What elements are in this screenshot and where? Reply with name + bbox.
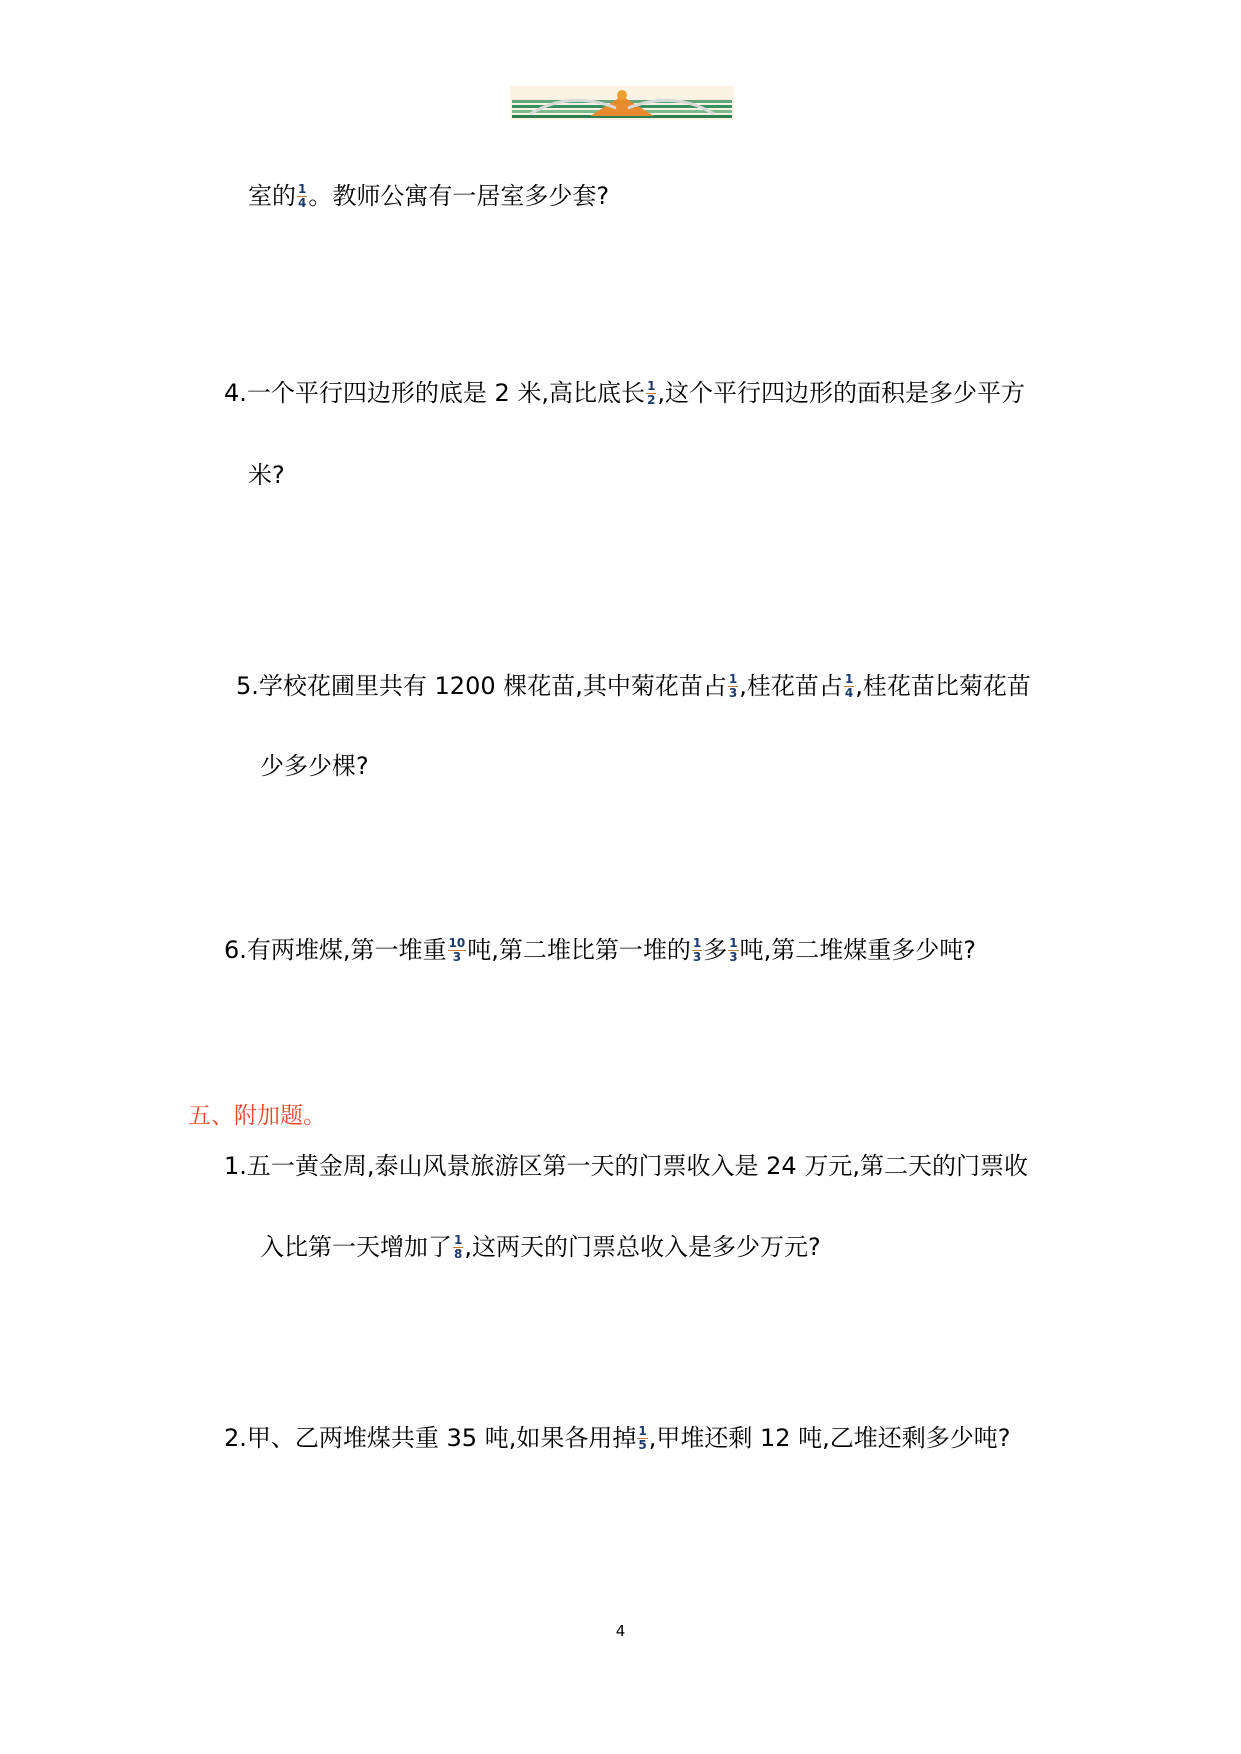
extra-question-2 [224, 1418, 1010, 1458]
q3-text-b: 。教师公寓有一居室多少套? [308, 182, 610, 210]
fraction-1-5 [637, 1425, 647, 1452]
fraction-denominator: 4 [844, 685, 854, 700]
extra-question-1-line-2 [260, 1227, 821, 1267]
q3-text-a: 室的 [248, 182, 296, 210]
question-4-line-2 [248, 455, 285, 495]
q6-text-c: 多 [703, 936, 728, 964]
fraction-denominator: 3 [728, 685, 738, 700]
fraction-denominator: 3 [452, 949, 462, 964]
q5-text-d: 少多少棵? [260, 752, 369, 780]
fraction-numerator: 1 [638, 1423, 647, 1438]
header-logo [510, 86, 734, 120]
e2-text-b: ,甲堆还剩 12 吨,乙堆还剩多少吨? [648, 1424, 1011, 1452]
question-6 [224, 930, 976, 970]
fraction-denominator: 3 [692, 949, 702, 964]
fraction-10-3 [448, 937, 467, 964]
e1-text-c: ,这两天的门票总收入是多少万元? [464, 1233, 821, 1261]
fraction-1-4 [297, 183, 307, 210]
question-5-line-2 [260, 746, 369, 786]
q5-text-a: 5.学校花圃里共有 1200 棵花苗,其中菊花苗占 [236, 672, 727, 700]
fraction-numerator: 10 [448, 935, 466, 950]
fraction-numerator: 1 [454, 1232, 463, 1247]
q5-text-c: ,桂花苗比菊花苗 [855, 672, 1031, 700]
extra-question-1-line-1 [224, 1146, 1028, 1186]
fraction-numerator: 1 [844, 671, 854, 686]
book-logo-icon [510, 86, 734, 120]
fraction-1-2 [646, 380, 656, 407]
question-4-line-1 [224, 373, 1025, 413]
fraction-1-8 [453, 1234, 463, 1261]
fraction-numerator: 1 [692, 935, 702, 950]
fraction-numerator: 1 [729, 935, 738, 950]
fraction-denominator: 4 [298, 195, 307, 210]
e1-text-a: 1.五一黄金周,泰山风景旅游区第一天的门票收入是 24 万元,第二天的门票收 [224, 1152, 1028, 1180]
q6-text-d: 吨,第二堆煤重多少吨? [739, 936, 976, 964]
question-3-continuation [248, 176, 609, 216]
fraction-numerator: 1 [298, 181, 307, 196]
fraction-denominator: 5 [638, 1437, 647, 1452]
fraction-denominator: 3 [729, 949, 738, 964]
e2-text-a: 2.甲、乙两堆煤共重 35 吨,如果各用掉 [224, 1424, 637, 1452]
e1-text-b: 入比第一天增加了 [260, 1233, 452, 1261]
fraction-numerator: 1 [647, 378, 656, 393]
fraction-1-4 [844, 673, 854, 700]
q5-text-b: ,桂花苗占 [739, 672, 843, 700]
fraction-1-3 [692, 937, 702, 964]
fraction-1-3 [728, 673, 738, 700]
fraction-denominator: 2 [647, 392, 656, 407]
q6-text-b: 吨,第二堆比第一堆的 [467, 936, 691, 964]
q4-text-a: 4.一个平行四边形的底是 2 米,高比底长 [224, 379, 646, 407]
fraction-1-3 [728, 937, 738, 964]
page-number: 4 [615, 1622, 626, 1640]
q4-text-b: ,这个平行四边形的面积是多少平方 [657, 379, 1026, 407]
fraction-denominator: 8 [454, 1246, 463, 1261]
question-5-line-1 [236, 666, 1031, 706]
fraction-numerator: 1 [728, 671, 738, 686]
q4-text-c: 米? [248, 461, 285, 489]
section-title-extra-questions: 五、附加题。 [188, 1103, 326, 1129]
q6-text-a: 6.有两堆煤,第一堆重 [224, 936, 447, 964]
